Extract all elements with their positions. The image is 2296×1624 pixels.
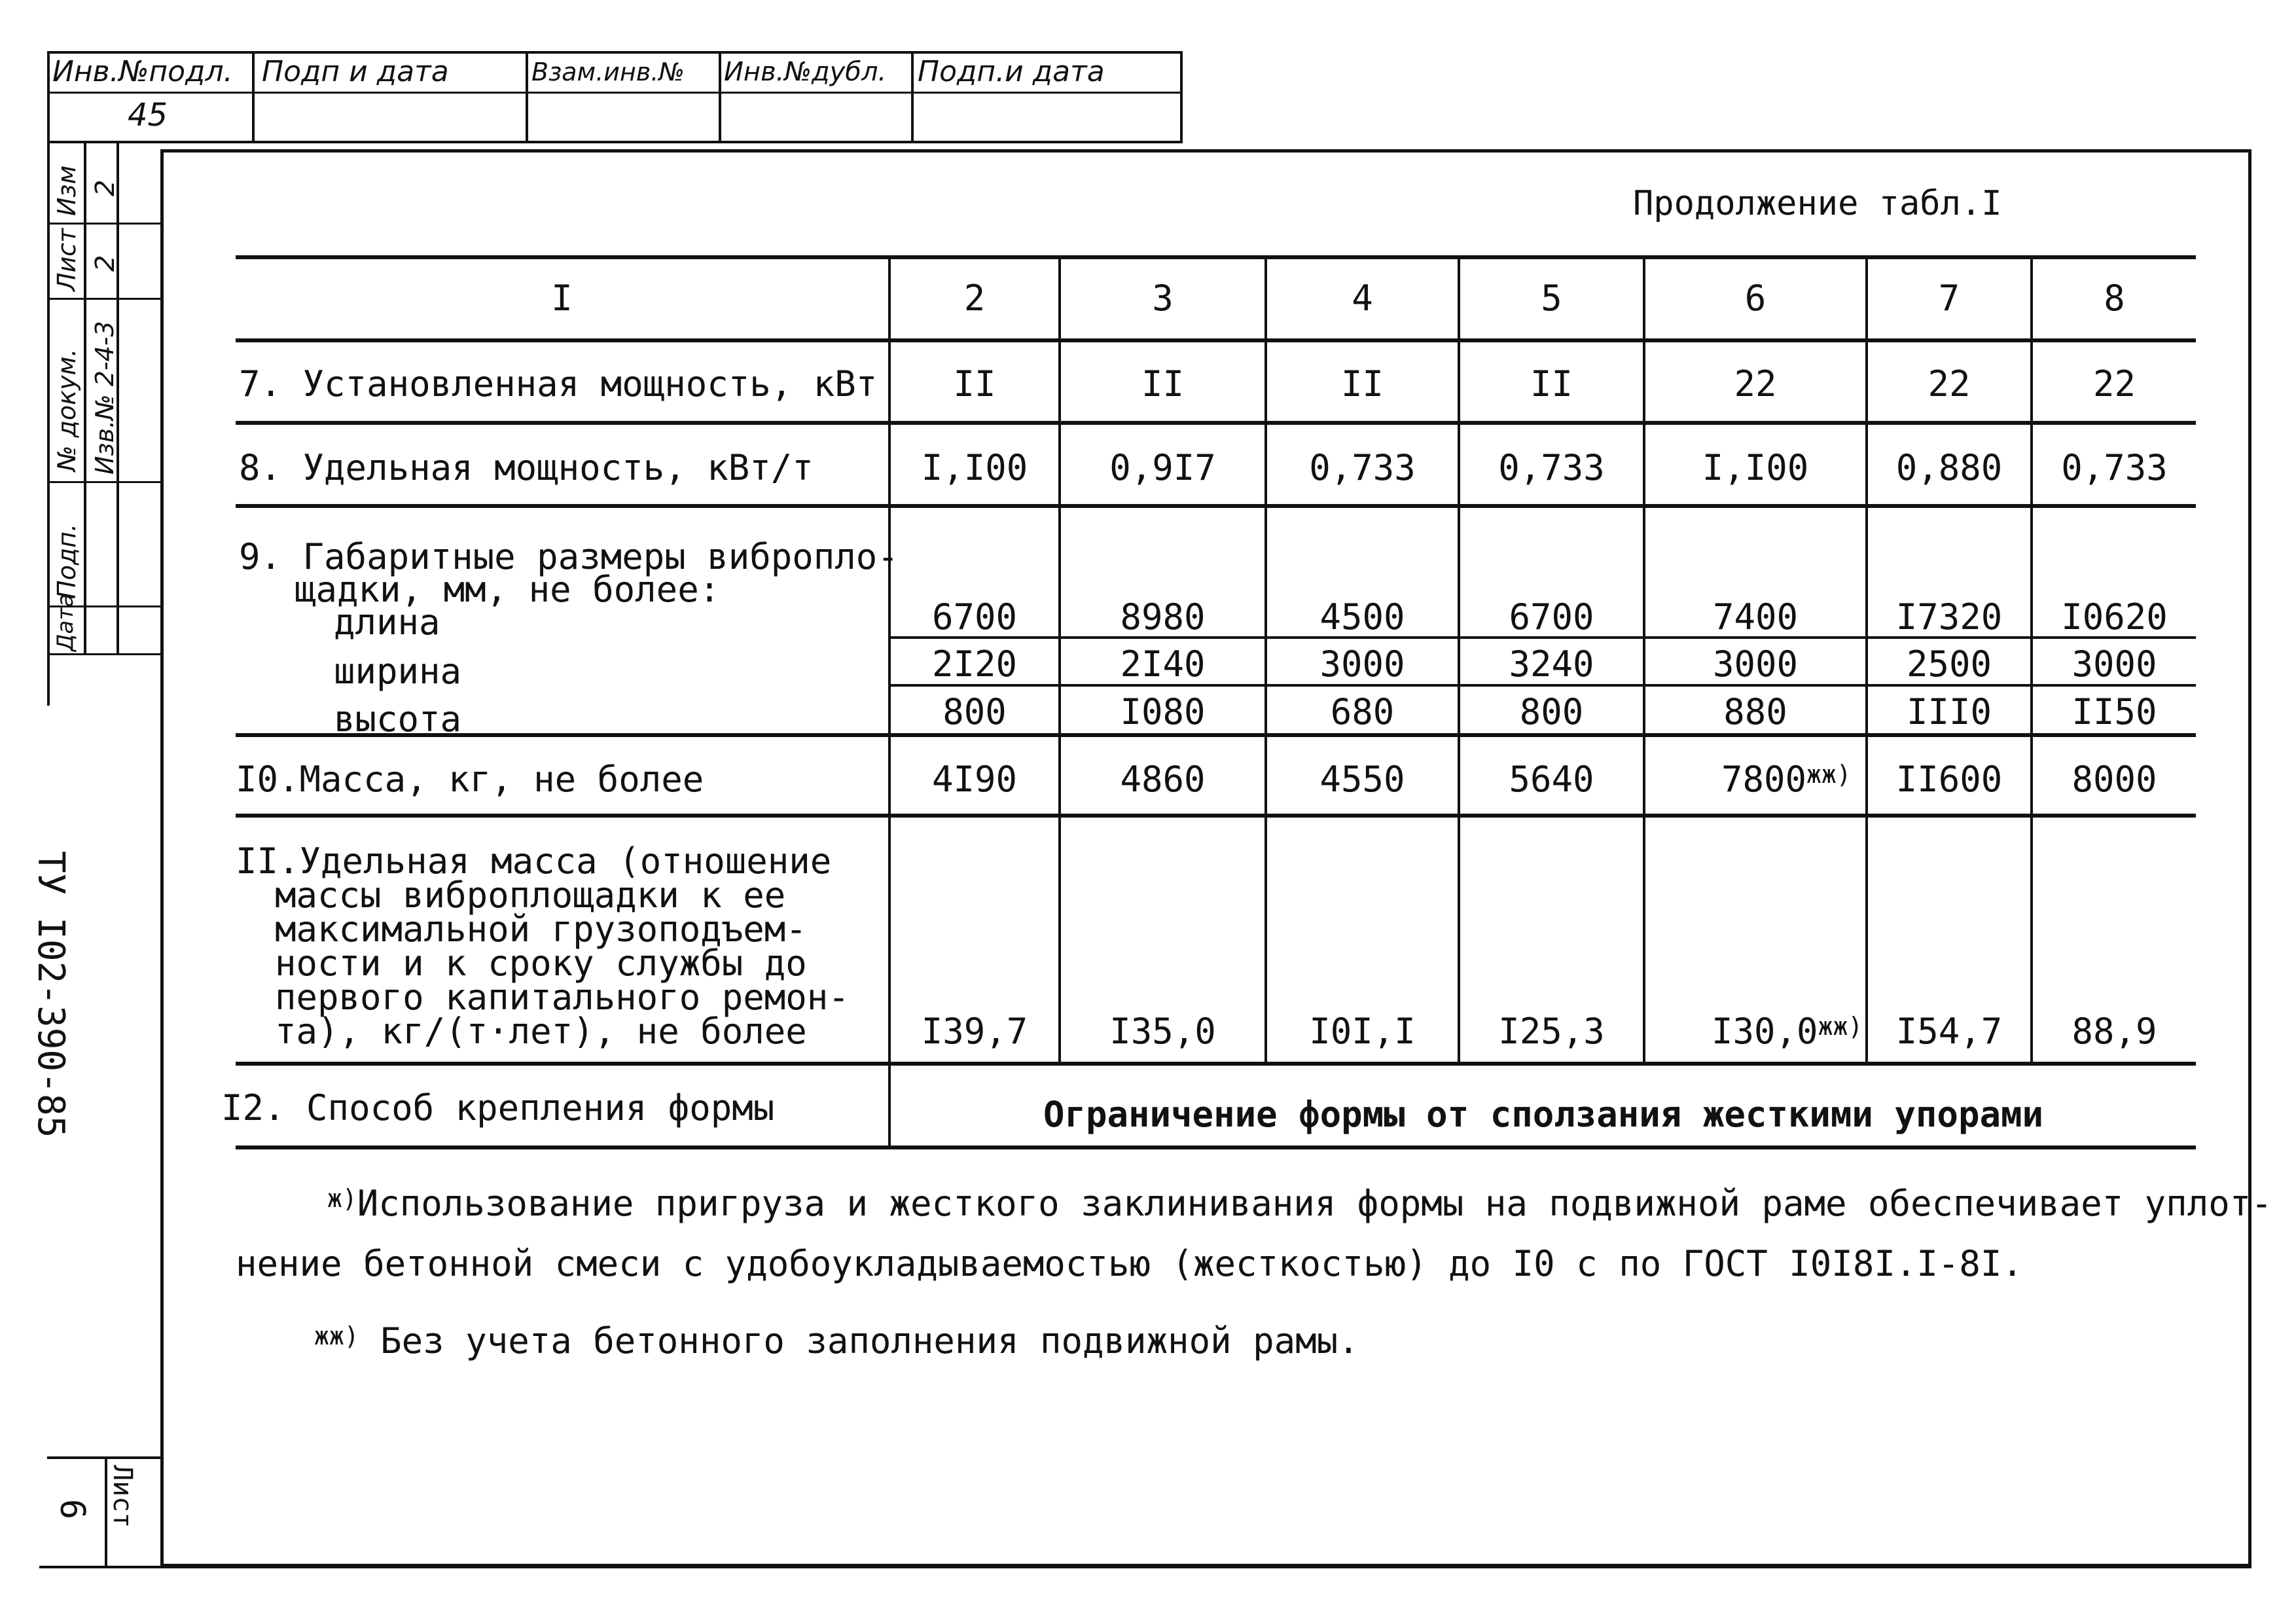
row11-label-line2: массы виброплощадки к ее (275, 875, 786, 916)
row9-length-4: 4500 (1319, 596, 1405, 638)
sheet-bottom-line (39, 1566, 2251, 1568)
row9-width-7: 2500 (1906, 643, 1992, 685)
strip-label-list: Лист (52, 228, 81, 291)
row11-label-line1: II.Удельная масса (отношение (236, 840, 832, 882)
row9-length-label: длина (334, 602, 440, 643)
row9-height-8: II50 (2072, 691, 2157, 732)
row9-width-4: 3000 (1319, 643, 1405, 685)
row9-length-8: I0620 (2061, 596, 2168, 638)
sheet-number: 6 (52, 1499, 92, 1520)
row11-val-5: I25,3 (1498, 1011, 1605, 1052)
row10-val-3: 4860 (1120, 759, 1206, 800)
note2-text: Без учета бетонного заполнения подвижной рамы. (380, 1320, 1359, 1362)
row10-val-2: 4I90 (931, 759, 1018, 800)
row10-val-8: 8000 (2072, 759, 2157, 800)
row10-val-6 (1721, 759, 1852, 800)
note1-line2: нение бетонной смеси с удобоукладываемостью (жесткостью) до I0 с по ГОСТ I0I8I.I-8I. (236, 1243, 2023, 1284)
row10-label: I0.Масса, кг, не более (236, 759, 704, 800)
row8-label: 8. Удельная мощность, кВт/т (239, 447, 814, 488)
note1-line1: Использование пригруза и жесткого заклинивания формы на подвижной раме обеспечивает уплот- (357, 1183, 2272, 1224)
stamp-header-dup-inv: Инв.№дубл. (724, 57, 887, 87)
row7-label: 7. Установленная мощность, кВт (239, 363, 878, 405)
strip-value-doc: Изв.№ 2-4-3 (90, 321, 119, 475)
row7-val-5: II (1530, 363, 1573, 405)
row8-val-5: 0,733 (1498, 447, 1605, 488)
col-header-4: 4 (1352, 278, 1373, 319)
col-header-3: 3 (1152, 278, 1174, 319)
note2-mark: жж) (314, 1322, 359, 1350)
col-header-5: 5 (1541, 278, 1562, 319)
row11-val-4: I0I,I (1309, 1011, 1416, 1052)
col-header-2: 2 (963, 278, 986, 319)
stamp-mid-line (47, 92, 1183, 94)
strip-label-doc: № докум. (52, 348, 81, 471)
row11-label-line3: максимальной грузоподъем- (275, 909, 807, 950)
row8-val-7: 0,880 (1895, 447, 2003, 488)
stamp-header-sign-date: Подп и дата (262, 55, 449, 88)
strip-label-date: Дата (52, 593, 79, 651)
row11-val-3: I35,0 (1109, 1011, 1216, 1052)
row11-val-2: I39,7 (921, 1011, 1028, 1052)
row7-val-7: 22 (1928, 363, 1971, 405)
row7-val-8: 22 (2092, 363, 2136, 405)
row11-label-line5: первого капитального ремон- (275, 977, 850, 1018)
row10-val-5: 5640 (1509, 759, 1594, 800)
row9-height-7: III0 (1906, 691, 1992, 732)
stamp-header-sign-date-2: Подп.и дата (918, 55, 1105, 88)
row11-val-6-number: I30,0 (1712, 1011, 1818, 1052)
row7-val-6: 22 (1734, 363, 1777, 405)
stamp-bottom-line (47, 141, 1183, 143)
row11-val-8: 88,9 (2072, 1011, 2157, 1052)
row9-length-6: 7400 (1712, 596, 1799, 638)
row9-width-5: 3240 (1509, 643, 1594, 685)
row8-val-4: 0,733 (1309, 447, 1416, 488)
note2-line (314, 1321, 1359, 1362)
stamp-header-replace-inv: Взам.инв.№ (531, 58, 685, 86)
row9-label-line1: 9. Габаритные размеры вибропло- (239, 536, 899, 577)
strip-label-izm: Изм (52, 165, 81, 216)
row9-width-8: 3000 (2072, 643, 2157, 685)
row11-val-6-mark: жж) (1818, 1012, 1863, 1041)
note1-first-line (327, 1183, 2272, 1224)
note1-mark: ж) (327, 1184, 357, 1213)
row11-label-line4: ности и к сроку службы до (275, 943, 807, 984)
row8-val-2: I,I00 (921, 447, 1028, 488)
stamp-header-inv: Инв.№подл. (52, 55, 233, 88)
row8-val-3: 0,9I7 (1109, 447, 1216, 488)
row9-length-2: 6700 (931, 596, 1018, 638)
strip-value-izm: 2 (90, 179, 120, 196)
row9-height-6: 880 (1723, 691, 1787, 732)
col-header-6: 6 (1744, 278, 1767, 319)
row10-val-6-mark: жж) (1806, 760, 1852, 789)
row9-height-4: 680 (1330, 691, 1395, 732)
row9-length-7: I7320 (1895, 596, 2003, 638)
continuation-label: Продолжение табл.I (1633, 184, 2002, 223)
col-header-7: 7 (1938, 278, 1960, 319)
row9-label-line2: щадки, мм, не более: (295, 569, 721, 610)
row9-width-2: 2I20 (931, 643, 1018, 685)
row9-length-5: 6700 (1509, 596, 1594, 638)
row10-val-7: II600 (1895, 759, 2003, 800)
row11-val-6 (1712, 1011, 1863, 1052)
row9-width-3: 2I40 (1120, 643, 1206, 685)
row11-val-7: I54,7 (1895, 1011, 2003, 1052)
row9-height-2: 800 (942, 691, 1007, 732)
row7-val-4: II (1340, 363, 1384, 405)
row8-val-6: I,I00 (1702, 447, 1809, 488)
col-header-8: 8 (2104, 278, 2125, 319)
row11-label-line6: та), кг/(т·лет), не более (275, 1011, 807, 1052)
row8-val-8: 0,733 (2061, 447, 2168, 488)
row10-val-6-number: 7800 (1721, 759, 1807, 800)
strip-value-list: 2 (90, 255, 120, 272)
row9-length-3: 8980 (1120, 596, 1206, 638)
sheet-label: Лист (107, 1465, 137, 1528)
row9-height-5: 800 (1519, 691, 1584, 732)
row9-width-6: 3000 (1712, 643, 1799, 685)
stamp-inv-value: 45 (128, 97, 168, 134)
row12-value: Ограничение формы от сползания жесткими упорами (1043, 1094, 2043, 1135)
row12-label: I2. Способ крепления формы (221, 1087, 775, 1128)
row9-height-label: высота (334, 698, 462, 740)
row7-val-3: II (1141, 363, 1185, 405)
col-header-1: I (551, 278, 573, 319)
stamp-left-line (47, 51, 50, 706)
row10-val-4: 4550 (1319, 759, 1405, 800)
row7-val-2: II (953, 363, 996, 405)
row9-height-3: I080 (1120, 691, 1206, 732)
doc-code: ТУ I02-390-85 (29, 851, 72, 1138)
strip-label-sign: Подп. (52, 523, 81, 599)
row9-width-label: ширина (334, 651, 462, 692)
